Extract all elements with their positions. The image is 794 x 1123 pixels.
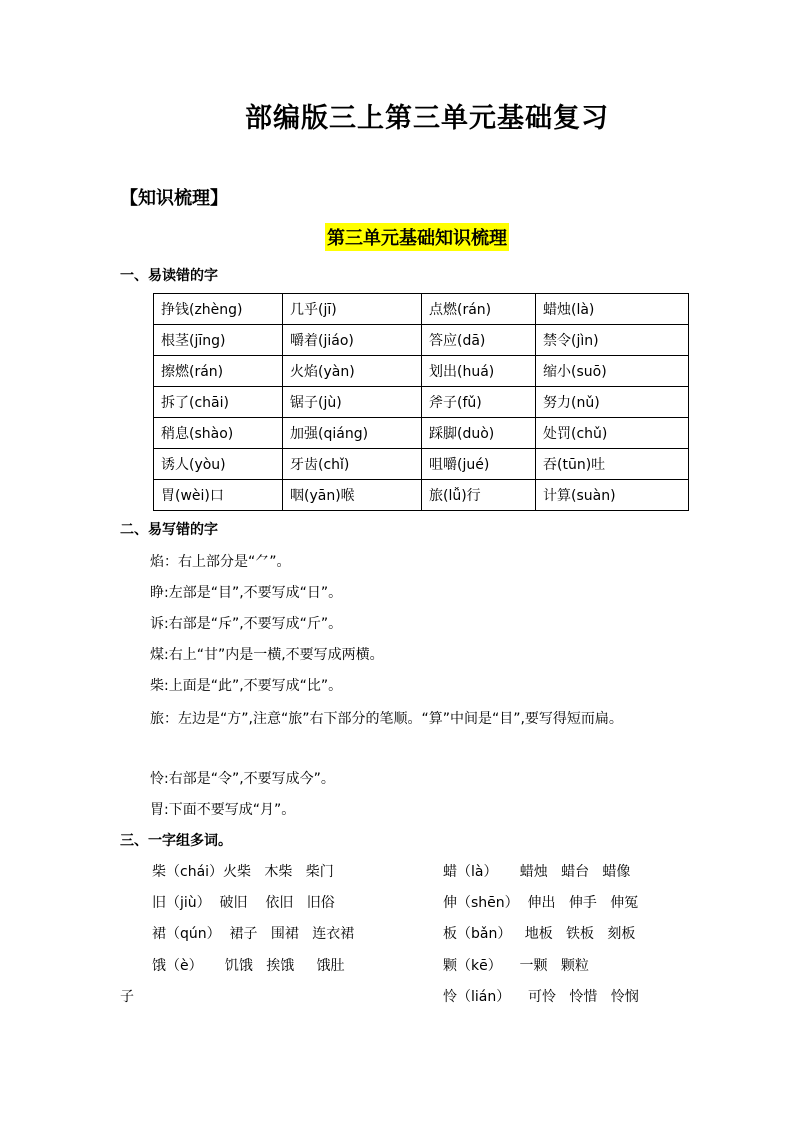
- pinyin-cell: 咀嚼(jué): [422, 449, 536, 480]
- writing-note: 诉:右部是“斥”,不要写成“斤”。: [150, 616, 343, 632]
- pinyin-cell: 稍息(shào): [154, 418, 283, 449]
- pinyin-cell: 吞(tūn)吐: [536, 449, 689, 480]
- word-group-left: 柴（chái）火柴 木柴 柴门: [152, 864, 334, 880]
- pinyin-cell: 几乎(jī): [283, 294, 422, 325]
- word-group-left-wrap: 子: [120, 989, 134, 1005]
- pinyin-row: [154, 294, 689, 325]
- pinyin-cell: 斧子(fǔ): [422, 387, 536, 418]
- pinyin-cell: 嚼着(jiáo): [283, 325, 422, 356]
- pinyin-cell: 咽(yān)喉: [283, 480, 422, 511]
- pinyin-row: [154, 449, 689, 480]
- pinyin-cell: 锯子(jù): [283, 387, 422, 418]
- pinyin-cell: 踩脚(duò): [422, 418, 536, 449]
- pinyin-cell: 处罚(chǔ): [536, 418, 689, 449]
- writing-note: 煤:右上“甘”内是一横,不要写成两横。: [150, 647, 384, 663]
- word-group-right: 颗（kē） 一颗 颗粒: [443, 958, 589, 974]
- pinyin-row: [154, 418, 689, 449]
- pinyin-row: [154, 480, 689, 511]
- word-group-left: 裙（qún） 裙子 围裙 连衣裙: [152, 926, 355, 942]
- highlight-title: 第三单元基础知识梳理: [325, 223, 509, 251]
- pinyin-cell: 擦燃(rán): [154, 356, 283, 387]
- pinyin-row: [154, 387, 689, 418]
- section1-heading: 一、易读错的字: [120, 268, 218, 284]
- word-group-right: 伸（shēn） 伸出 伸手 伸冤: [443, 895, 639, 911]
- pinyin-cell: 胃(wèi)口: [154, 480, 283, 511]
- writing-note: 胃:下面不要写成“月”。: [150, 802, 296, 818]
- pinyin-cell: 牙齿(chǐ): [283, 449, 422, 480]
- pinyin-cell: 缩小(suō): [536, 356, 689, 387]
- pinyin-cell: 努力(nǔ): [536, 387, 689, 418]
- pinyin-cell: 答应(dā): [422, 325, 536, 356]
- writing-note: 怜:右部是“令”,不要写成今”。: [150, 771, 335, 787]
- pinyin-cell: 点燃(rán): [422, 294, 536, 325]
- pinyin-row: [154, 325, 689, 356]
- pinyin-cell: 挣钱(zhèng): [154, 294, 283, 325]
- pinyin-cell: 诱人(yòu): [154, 449, 283, 480]
- writing-note: 焰：右上部分是“⺈”。: [150, 554, 291, 570]
- word-group-left: 旧（jiù） 破旧 依旧 旧俗: [152, 895, 335, 911]
- pinyin-cell: 火焰(yàn): [283, 356, 422, 387]
- pinyin-cell: 根茎(jīng): [154, 325, 283, 356]
- section3-heading: 三、一字组多词。: [120, 833, 232, 849]
- highlight-title-wrap: [0, 223, 794, 251]
- writing-note: 睁:左部是“目”,不要写成“日”。: [150, 585, 343, 601]
- pinyin-cell: 加强(qiáng): [283, 418, 422, 449]
- word-group-right: 板（bǎn） 地板 铁板 刻板: [443, 926, 636, 942]
- pinyin-table: [153, 293, 689, 511]
- word-group-left: 饿（è） 饥饿 挨饿 饿肚: [152, 958, 345, 974]
- knowledge-header: 【知识梳理】: [120, 188, 228, 209]
- pinyin-cell: 旅(lǚ)行: [422, 480, 536, 511]
- pinyin-cell: 禁令(jìn): [536, 325, 689, 356]
- word-group-right: 怜（lián） 可怜 怜惜 怜悯: [443, 989, 639, 1005]
- word-group-right: 蜡（là） 蜡烛 蜡台 蜡像: [443, 864, 631, 880]
- pinyin-cell: 蜡烛(là): [536, 294, 689, 325]
- writing-note: 柴:上面是“此”,不要写成“比”。: [150, 678, 343, 694]
- pinyin-cell: 划出(huá): [422, 356, 536, 387]
- section2-heading: 二、易写错的字: [120, 522, 218, 538]
- pinyin-cell: 拆了(chāi): [154, 387, 283, 418]
- page-title: 部编版三上第三单元基础复习: [245, 103, 609, 134]
- pinyin-row: [154, 356, 689, 387]
- pinyin-cell: 计算(suàn): [536, 480, 689, 511]
- writing-note: 旅：左边是“方”,注意“旅”右下部分的笔顺。“算”中间是“目”,要写得短而扁。: [150, 711, 623, 727]
